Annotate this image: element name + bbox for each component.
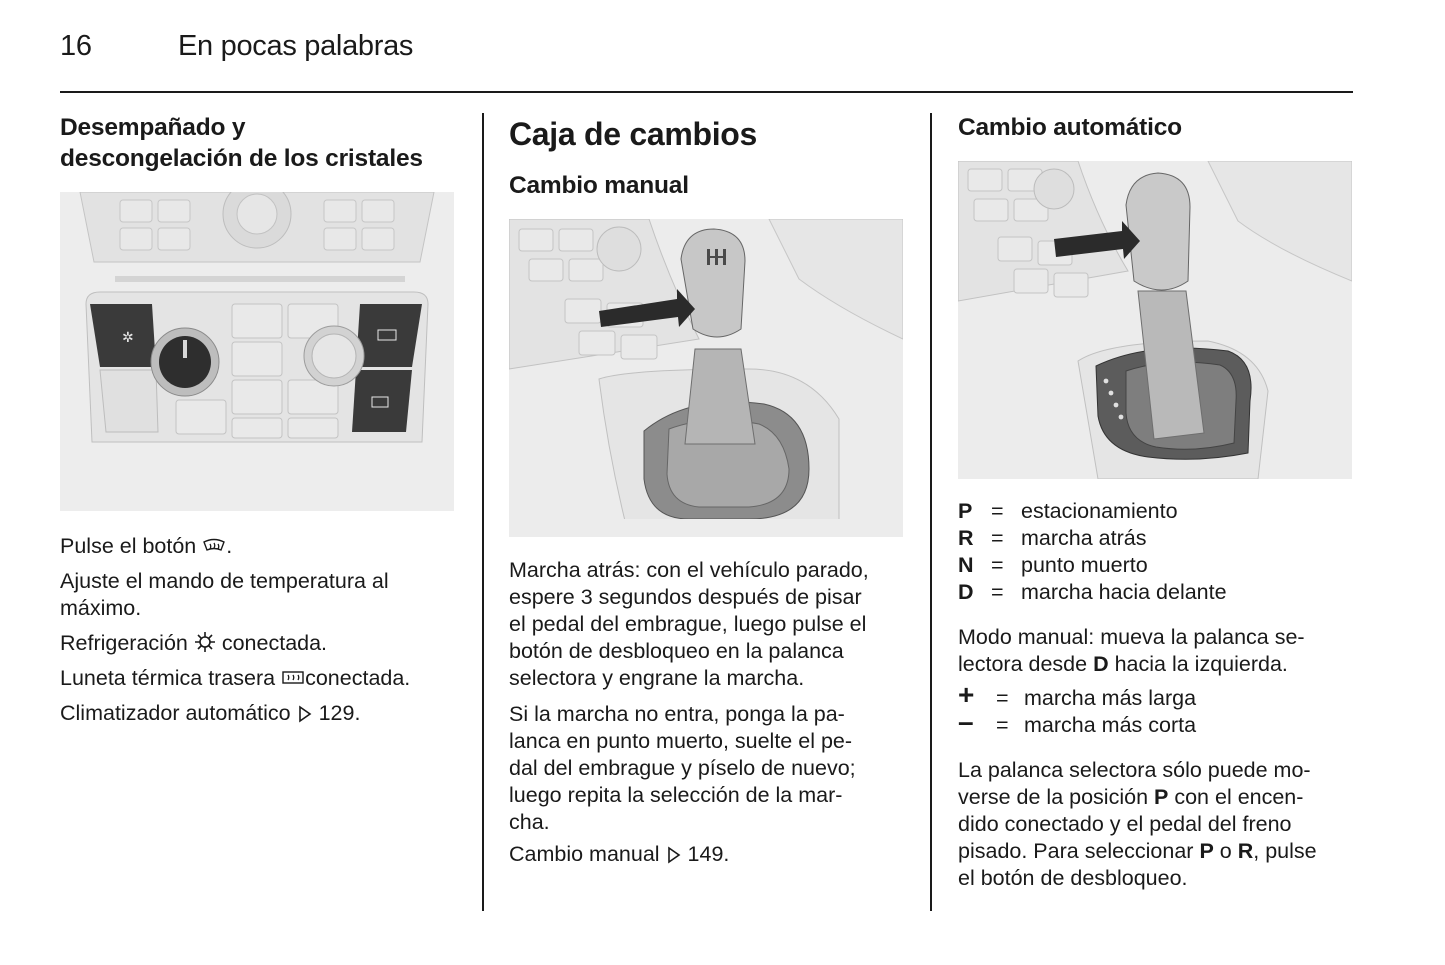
figure-climate-control-panel xyxy=(60,192,454,511)
reference-climate-control: Climatizador automático 129. xyxy=(60,701,361,725)
windshield-defrost-icon xyxy=(202,538,226,556)
column-divider-1 xyxy=(482,113,484,911)
column-divider-2 xyxy=(930,113,932,911)
instruction-cooling: Refrigeración conectada. xyxy=(60,631,328,655)
column-gearbox xyxy=(509,112,909,201)
reference-manual-transmission: Cambio manual 149. xyxy=(509,842,730,866)
paragraph-reverse-gear: Marcha atrás: con el vehículo parado, espere 3 segundos después de pisar el pedal del embrague, luego pulse el botón de desbloqueo en la palanca selectora y engrane la marcha. xyxy=(509,558,869,690)
svg-text:✲: ✲ xyxy=(122,329,134,345)
column-automatic xyxy=(958,112,1358,143)
chapter-title: En pocas palabras xyxy=(178,30,414,62)
figure-manual-shift-lever xyxy=(509,219,903,537)
instruction-rear-window-heating: Luneta térmica trasera conectada. xyxy=(60,666,411,690)
paragraph-gear-not-engaging: Si la marcha no entra, ponga la pa- lanca en punto muerto, suelte el pe- dal del embrague y píselo de nuevo; luego repita la selección de la mar- cha. xyxy=(509,702,856,834)
rear-window-heating-icon xyxy=(281,670,305,688)
header-rule xyxy=(60,91,1353,93)
column-defrost xyxy=(60,112,460,174)
paragraph-lever-restriction: La palanca selectora sólo puede mo- verse de la posición P con el encen- dido conectado y el pedal del freno pisado. Para seleccionar P o R, pulse el botón de desbloqueo. xyxy=(958,758,1317,890)
section-title-gearbox: Caja de cambios xyxy=(509,116,758,152)
paragraph-manual-mode: Modo manual: mueva la palanca se- lectora desde D hacia la izquierda. xyxy=(958,625,1305,676)
page-number: 16 xyxy=(60,30,92,62)
figure-automatic-selector-lever xyxy=(958,161,1352,479)
instruction-press-button: Pulse el botón . xyxy=(60,534,233,558)
instruction-temperature: Ajuste el mando de temperatura al máximo. xyxy=(60,569,389,620)
section-heading-defrost: Desempañado y descongelación de los cristales xyxy=(60,114,423,172)
section-heading-automatic: Cambio automático xyxy=(958,114,1182,141)
subsection-heading-manual: Cambio manual xyxy=(509,172,689,199)
page-reference-arrow-icon xyxy=(297,705,313,723)
page-reference-arrow-icon xyxy=(666,846,682,864)
cooling-snowflake-icon xyxy=(194,631,216,653)
